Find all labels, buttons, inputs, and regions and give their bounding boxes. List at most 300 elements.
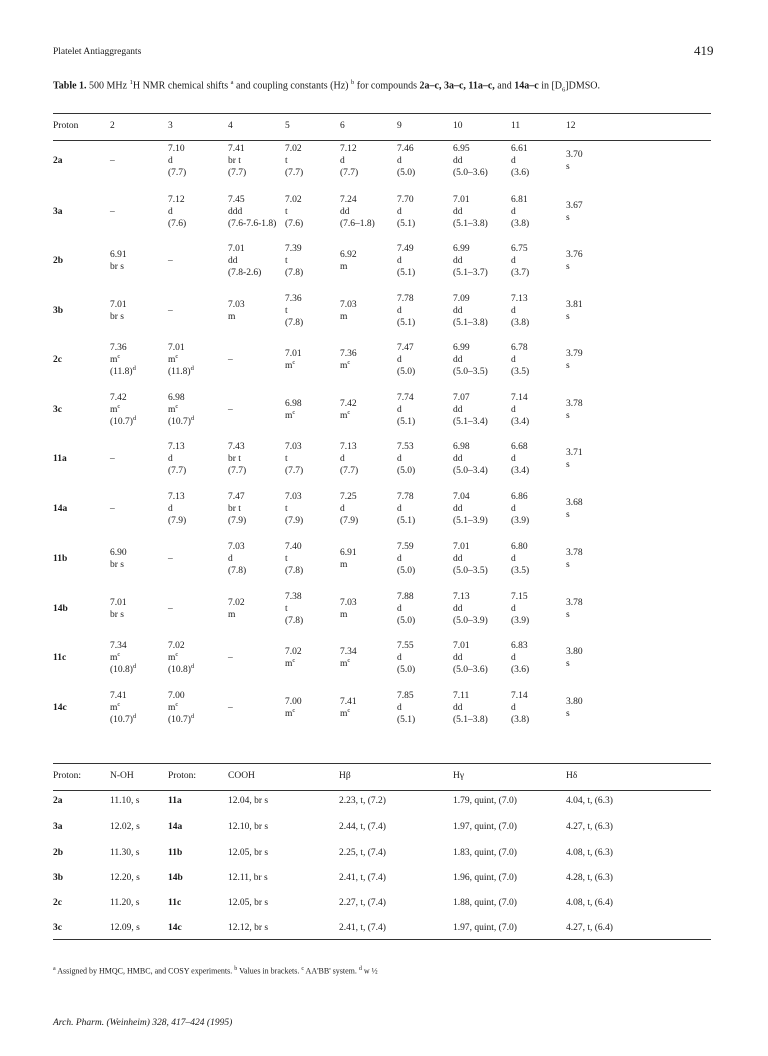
table-cell: 3.76 bbox=[566, 250, 583, 260]
table-cell: 7.55 bbox=[397, 641, 414, 651]
table-cell: d bbox=[397, 554, 402, 564]
row-label: 11b bbox=[168, 848, 183, 858]
table-cell: 6.91 bbox=[110, 250, 127, 260]
table-cell: d bbox=[168, 504, 173, 514]
table-cell: 3.79 bbox=[566, 349, 583, 359]
table-cell: (7.7) bbox=[168, 168, 187, 178]
table-cell: (7.6-7.6-1.8) bbox=[228, 219, 277, 229]
footnote-mark: d bbox=[358, 966, 362, 972]
table-cell: (7.8) bbox=[285, 566, 304, 576]
caption-text: H NMR chemical shifts bbox=[132, 80, 231, 92]
table-cell: 7.74 bbox=[397, 393, 414, 403]
table-cell: 7.01 bbox=[110, 598, 127, 608]
table-cell: (5.0) bbox=[397, 616, 416, 626]
table-cell: 3.68 bbox=[566, 498, 583, 508]
table-cell: d bbox=[511, 306, 516, 316]
table-cell: 3.78 bbox=[566, 598, 583, 608]
table-cell: 7.11 bbox=[453, 691, 470, 701]
row-label: 11c bbox=[168, 898, 182, 908]
row-label: 14b bbox=[53, 604, 68, 614]
table1-header-rule bbox=[53, 140, 711, 141]
table-cell: 1.79, quint, (7.0) bbox=[453, 796, 517, 806]
table-cell: 7.04 bbox=[453, 492, 470, 502]
table-cell: 3.81 bbox=[566, 300, 583, 310]
table-cell: (7.7) bbox=[168, 466, 187, 476]
table-cell: t bbox=[285, 604, 288, 614]
table-cell: 7.43 bbox=[228, 442, 245, 452]
table-cell: $(10.8)^d$ bbox=[168, 662, 195, 675]
table-cell: – bbox=[168, 554, 173, 564]
table-cell: s bbox=[566, 361, 570, 371]
table-cell: 4.27, t, (6.4) bbox=[566, 923, 613, 933]
table-cell: – bbox=[228, 653, 233, 663]
table-cell: 7.13 bbox=[168, 492, 185, 502]
table-cell: 6.61 bbox=[511, 144, 528, 154]
table-cell: m bbox=[228, 312, 236, 322]
table-cell: – bbox=[228, 355, 233, 365]
table-cell: dd bbox=[453, 454, 463, 464]
table-cell: 7.01 bbox=[453, 195, 470, 205]
table-cell: 7.07 bbox=[453, 393, 470, 403]
table-cell: d bbox=[340, 454, 345, 464]
table-cell: $(11.8)^d$ bbox=[168, 364, 194, 377]
table-cell: 12.04, br s bbox=[228, 796, 269, 806]
table-cell: (5.1) bbox=[397, 417, 416, 427]
table-cell: s bbox=[566, 610, 570, 620]
row-label: 2b bbox=[53, 848, 64, 858]
table-cell: 12.05, br s bbox=[228, 898, 269, 908]
table-cell: 7.36 bbox=[110, 343, 127, 353]
table-cell: 2.27, t, (7.4) bbox=[339, 898, 386, 908]
table-cell: $m^c$ bbox=[285, 656, 296, 669]
table-cell: s bbox=[566, 162, 570, 172]
table-cell: $m^c$ bbox=[285, 706, 296, 719]
table-cell: dd bbox=[453, 207, 463, 217]
table-cell: (7.9) bbox=[228, 516, 247, 526]
table-cell: 7.47 bbox=[397, 343, 414, 353]
table-cell: (5.0–3.9) bbox=[453, 616, 488, 626]
table-cell: 7.02 bbox=[285, 647, 302, 657]
column-header: Proton: bbox=[53, 771, 81, 781]
table-cell: (5.0–3.4) bbox=[453, 466, 488, 476]
table-cell: 7.03 bbox=[285, 442, 302, 452]
table-cell: (7.7) bbox=[285, 466, 304, 476]
table-cell: dd bbox=[340, 207, 350, 217]
footnote-mark: c bbox=[301, 966, 304, 972]
table-cell: (7.8) bbox=[285, 318, 304, 328]
table-cell: (5.1–3.8) bbox=[453, 715, 488, 725]
table-cell: 1.96, quint, (7.0) bbox=[453, 873, 517, 883]
table-cell: m bbox=[340, 262, 348, 272]
table-cell: 3.80 bbox=[566, 697, 583, 707]
table-cell: 11.30, s bbox=[110, 848, 140, 858]
table-cell: (5.0–3.5) bbox=[453, 566, 488, 576]
table-cell: s bbox=[566, 560, 570, 570]
table-cell: 7.12 bbox=[340, 144, 357, 154]
table-cell: (3.8) bbox=[511, 219, 530, 229]
table-cell: 1.83, quint, (7.0) bbox=[453, 848, 517, 858]
table-cell: d bbox=[340, 504, 345, 514]
table-cell: $m^c$ bbox=[340, 656, 351, 669]
table-cell: d bbox=[340, 156, 345, 166]
table-cell: s bbox=[566, 709, 570, 719]
table-cell: d bbox=[397, 355, 402, 365]
table-cell: $m^c$ bbox=[110, 402, 121, 415]
table-cell: 6.81 bbox=[511, 195, 528, 205]
table-cell: 6.98 bbox=[453, 442, 470, 452]
table-cell: 12.11, br s bbox=[228, 873, 268, 883]
table-cell: (3.4) bbox=[511, 417, 530, 427]
table-cell: $m^c$ bbox=[340, 358, 351, 371]
caption-text: and bbox=[494, 80, 515, 92]
table-cell: 7.01 bbox=[110, 300, 127, 310]
table-cell: (3.7) bbox=[511, 268, 530, 278]
column-header: Proton bbox=[53, 121, 79, 131]
table-cell: 11.20, s bbox=[110, 898, 140, 908]
caption-text: and coupling constants (Hz) bbox=[233, 80, 351, 92]
table-cell: 7.09 bbox=[453, 294, 470, 304]
table-cell: 7.42 bbox=[340, 399, 357, 409]
table-cell: d bbox=[511, 703, 516, 713]
table-cell: (7.8-2.6) bbox=[228, 268, 262, 278]
table-cell: 7.13 bbox=[168, 442, 185, 452]
table-cell: s bbox=[566, 262, 570, 272]
caption-subscript: 6 bbox=[562, 86, 566, 94]
table-cell: 7.42 bbox=[110, 393, 127, 403]
table-cell: 7.12 bbox=[168, 195, 185, 205]
caption-text: for compounds bbox=[354, 80, 420, 92]
table1-top-rule bbox=[53, 113, 711, 114]
table-cell: 7.00 bbox=[168, 691, 185, 701]
table-cell: 7.02 bbox=[285, 144, 302, 154]
table-cell: 12.02, s bbox=[110, 822, 140, 832]
table-cell: t bbox=[285, 504, 288, 514]
table-cell: 6.98 bbox=[168, 393, 185, 403]
table-cell: br t bbox=[228, 504, 241, 514]
table-cell: d bbox=[397, 306, 402, 316]
table-cell: (7.9) bbox=[285, 516, 304, 526]
row-label: 3b bbox=[53, 873, 64, 883]
table-cell: 7.01 bbox=[228, 244, 245, 254]
table-cell: 7.46 bbox=[397, 144, 414, 154]
footnote-text: Values in brackets. bbox=[237, 966, 302, 976]
table-cell: 6.78 bbox=[511, 343, 528, 353]
table-cell: 2.25, t, (7.4) bbox=[339, 848, 386, 858]
table-cell: 7.38 bbox=[285, 592, 302, 602]
table-cell: $m^c$ bbox=[168, 650, 179, 663]
column-header: 4 bbox=[228, 121, 233, 131]
table-cell: d bbox=[397, 653, 402, 663]
table-cell: t bbox=[285, 156, 288, 166]
table-cell: br t bbox=[228, 454, 241, 464]
table-cell: $m^c$ bbox=[110, 700, 121, 713]
journal-citation: Arch. Pharm. (Weinheim) 328, 417–424 (1995) bbox=[53, 1018, 233, 1028]
table-cell: 7.59 bbox=[397, 542, 414, 552]
table-cell: 7.45 bbox=[228, 195, 245, 205]
table-cell: 2.41, t, (7.4) bbox=[339, 873, 386, 883]
table-cell: $(10.7)^d$ bbox=[110, 712, 137, 725]
column-header: N-OH bbox=[110, 771, 134, 781]
table-caption bbox=[53, 79, 723, 93]
table-cell: dd bbox=[453, 306, 463, 316]
table-cell: 7.41 bbox=[340, 697, 357, 707]
table-cell: d bbox=[511, 355, 516, 365]
table-cell: d bbox=[511, 156, 516, 166]
table-cell: (7.8) bbox=[228, 566, 247, 576]
table-cell: (7.7) bbox=[285, 168, 304, 178]
table-cell: (5.1–3.7) bbox=[453, 268, 488, 278]
table-cell: dd bbox=[453, 554, 463, 564]
row-label: 2b bbox=[53, 256, 64, 266]
table-cell: d bbox=[397, 156, 402, 166]
row-label: 2c bbox=[53, 898, 62, 908]
table-cell: d bbox=[168, 454, 173, 464]
table-cell: (5.1) bbox=[397, 268, 416, 278]
table-cell: $m^c$ bbox=[340, 706, 351, 719]
table-cell: s bbox=[566, 312, 570, 322]
table-cell: s bbox=[566, 659, 570, 669]
table-cell: (3.8) bbox=[511, 318, 530, 328]
table-cell: d bbox=[511, 554, 516, 564]
table-cell: (7.9) bbox=[340, 516, 359, 526]
table-cell: 12.20, s bbox=[110, 873, 140, 883]
table-cell: d bbox=[397, 256, 402, 266]
table-cell: – bbox=[228, 703, 233, 713]
caption-text: in [D bbox=[538, 80, 563, 92]
table-cell: m bbox=[228, 610, 236, 620]
table-cell: (5.1–3.9) bbox=[453, 516, 488, 526]
table-cell: 2.41, t, (7.4) bbox=[339, 923, 386, 933]
table-cell: (5.0) bbox=[397, 367, 416, 377]
table-cell: 7.70 bbox=[397, 195, 414, 205]
table-cell: 1.97, quint, (7.0) bbox=[453, 923, 517, 933]
table2-top-rule bbox=[53, 763, 711, 764]
table-cell: – bbox=[110, 207, 115, 217]
table-cell: 7.41 bbox=[228, 144, 245, 154]
table-cell: 3.80 bbox=[566, 647, 583, 657]
table-cell: 7.00 bbox=[285, 697, 302, 707]
table-cell: dd bbox=[453, 156, 463, 166]
footnote-text: w ½ bbox=[361, 966, 378, 976]
table-cell: (3.9) bbox=[511, 616, 530, 626]
table-cell: $(10.7)^d$ bbox=[168, 712, 195, 725]
table-cell: (7.6) bbox=[285, 219, 304, 229]
table-cell: (7.6) bbox=[168, 219, 187, 229]
column-header: 11 bbox=[511, 121, 521, 131]
table-cell: s bbox=[566, 460, 570, 470]
table-cell: d bbox=[511, 256, 516, 266]
footnote-mark: a bbox=[53, 966, 56, 972]
table-cell: 11.10, s bbox=[110, 796, 140, 806]
table-cell: 7.36 bbox=[340, 349, 357, 359]
column-header: 10 bbox=[453, 121, 463, 131]
table-cell: s bbox=[566, 213, 570, 223]
table-cell: br s bbox=[110, 312, 124, 322]
table-cell: (5.0) bbox=[397, 665, 416, 675]
table-cell: 7.41 bbox=[110, 691, 127, 701]
caption-label: Table 1. bbox=[53, 80, 87, 92]
table-cell: 7.01 bbox=[285, 349, 302, 359]
row-label: 14c bbox=[168, 923, 182, 933]
table-cell: m bbox=[340, 312, 348, 322]
caption-compounds: 2a–c, 3a–c, 11a–c, bbox=[419, 80, 495, 92]
table-cell: $m^c$ bbox=[110, 352, 121, 365]
table-cell: 7.02 bbox=[168, 641, 185, 651]
table-cell: 6.83 bbox=[511, 641, 528, 651]
caption-compounds: 14a–c bbox=[514, 80, 539, 92]
table-cell: 7.13 bbox=[511, 294, 528, 304]
row-label: 14c bbox=[53, 703, 67, 713]
table-cell: 4.04, t, (6.3) bbox=[566, 796, 613, 806]
row-label: 11a bbox=[168, 796, 182, 806]
row-label: 3c bbox=[53, 405, 62, 415]
column-header: Proton: bbox=[168, 771, 196, 781]
table-cell: 2.44, t, (7.4) bbox=[339, 822, 386, 832]
table-footnotes bbox=[53, 966, 378, 976]
table-cell: $(10.8)^d$ bbox=[110, 662, 137, 675]
table-cell: (5.0) bbox=[397, 566, 416, 576]
table-cell: d bbox=[397, 405, 402, 415]
table-cell: d bbox=[511, 653, 516, 663]
table-cell: 7.01 bbox=[453, 641, 470, 651]
column-header: 6 bbox=[340, 121, 345, 131]
table-cell: 12.05, br s bbox=[228, 848, 269, 858]
table-cell: 7.78 bbox=[397, 492, 414, 502]
row-label: 2a bbox=[53, 156, 63, 166]
running-title: Platelet Antiaggregants bbox=[53, 47, 142, 57]
table-cell: 4.27, t, (6.3) bbox=[566, 822, 613, 832]
column-header: 5 bbox=[285, 121, 290, 131]
table-cell: 7.02 bbox=[285, 195, 302, 205]
table-cell: (5.0–3.6) bbox=[453, 168, 488, 178]
table-cell: d bbox=[397, 454, 402, 464]
table-cell: 7.39 bbox=[285, 244, 302, 254]
row-label: 14b bbox=[168, 873, 183, 883]
table-cell: d bbox=[168, 207, 173, 217]
table-cell: m bbox=[340, 560, 348, 570]
table-cell: br s bbox=[110, 560, 124, 570]
row-label: 3b bbox=[53, 306, 64, 316]
table-cell: 6.80 bbox=[511, 542, 528, 552]
table-cell: (7.8) bbox=[285, 616, 304, 626]
column-header: 3 bbox=[168, 121, 173, 131]
table-cell: 3.78 bbox=[566, 548, 583, 558]
row-label: 11c bbox=[53, 653, 67, 663]
table-cell: 7.25 bbox=[340, 492, 357, 502]
table-cell: dd bbox=[453, 653, 463, 663]
row-label: 11a bbox=[53, 454, 67, 464]
table-cell: – bbox=[110, 454, 115, 464]
table-cell: 6.75 bbox=[511, 244, 528, 254]
table-cell: m bbox=[340, 610, 348, 620]
table-cell: dd bbox=[453, 405, 463, 415]
row-label: 3a bbox=[53, 207, 63, 217]
table-cell: dd bbox=[453, 604, 463, 614]
table-cell: 7.49 bbox=[397, 244, 414, 254]
table-cell: 7.34 bbox=[340, 647, 357, 657]
table-cell: (7.8) bbox=[285, 268, 304, 278]
table-cell: 7.34 bbox=[110, 641, 127, 651]
table-cell: 6.99 bbox=[453, 244, 470, 254]
row-label: 14a bbox=[53, 504, 68, 514]
table-cell: (7.7) bbox=[228, 168, 247, 178]
table-cell: $m^c$ bbox=[110, 650, 121, 663]
table-cell: 6.90 bbox=[110, 548, 127, 558]
table-cell: 3.78 bbox=[566, 399, 583, 409]
table-cell: br s bbox=[110, 262, 124, 272]
table-cell: 7.03 bbox=[228, 300, 245, 310]
table-cell: (5.1–3.8) bbox=[453, 219, 488, 229]
row-label: 14a bbox=[168, 822, 183, 832]
table-cell: 6.68 bbox=[511, 442, 528, 452]
caption-footnote-mark: a bbox=[230, 79, 234, 86]
table-cell: 7.47 bbox=[228, 492, 245, 502]
row-label: 2a bbox=[53, 796, 63, 806]
table-cell: (7.9) bbox=[168, 516, 187, 526]
table-cell: 7.88 bbox=[397, 592, 414, 602]
table-cell: 7.13 bbox=[453, 592, 470, 602]
column-header: 9 bbox=[397, 121, 402, 131]
table-cell: 7.01 bbox=[453, 542, 470, 552]
table-cell: 7.03 bbox=[228, 542, 245, 552]
table-cell: 7.40 bbox=[285, 542, 302, 552]
table-cell: 7.53 bbox=[397, 442, 414, 452]
table-cell: $(11.8)^d$ bbox=[110, 364, 136, 377]
table-cell: t bbox=[285, 454, 288, 464]
table-cell: 6.98 bbox=[285, 399, 302, 409]
table-cell: d bbox=[511, 604, 516, 614]
table-cell: (3.5) bbox=[511, 566, 530, 576]
table-cell: d bbox=[397, 703, 402, 713]
table-cell: 7.24 bbox=[340, 195, 357, 205]
row-label: 3a bbox=[53, 822, 63, 832]
table-cell: $(10.7)^d$ bbox=[110, 414, 137, 427]
table-cell: (3.8) bbox=[511, 715, 530, 725]
table-cell: – bbox=[168, 306, 173, 316]
table-cell: 6.95 bbox=[453, 144, 470, 154]
table-cell: (3.6) bbox=[511, 168, 530, 178]
table-cell: (3.4) bbox=[511, 466, 530, 476]
table-cell: (7.6–1.8) bbox=[340, 219, 375, 229]
table-cell: – bbox=[110, 156, 115, 166]
table-cell: 7.03 bbox=[340, 598, 357, 608]
table-cell: 6.99 bbox=[453, 343, 470, 353]
table-cell: (7.7) bbox=[228, 466, 247, 476]
table-cell: (5.0–3.6) bbox=[453, 665, 488, 675]
table-cell: br t bbox=[228, 156, 241, 166]
table-cell: (5.0) bbox=[397, 168, 416, 178]
row-label: 3c bbox=[53, 923, 62, 933]
column-header: Hβ bbox=[339, 771, 351, 781]
row-label: 11b bbox=[53, 554, 68, 564]
table2-header-rule bbox=[53, 790, 711, 791]
table-cell: $m^c$ bbox=[340, 408, 351, 421]
table-cell: 1.97, quint, (7.0) bbox=[453, 822, 517, 832]
table-cell: 7.13 bbox=[340, 442, 357, 452]
table-cell: 6.86 bbox=[511, 492, 528, 502]
table-cell: dd bbox=[453, 355, 463, 365]
footnote-mark: b bbox=[234, 966, 238, 972]
table-cell: (5.1–3.4) bbox=[453, 417, 488, 427]
table-cell: – bbox=[110, 504, 115, 514]
table-cell: 4.28, t, (6.3) bbox=[566, 873, 613, 883]
table2-bottom-rule bbox=[53, 939, 711, 940]
table-cell: s bbox=[566, 411, 570, 421]
table-cell: 7.14 bbox=[511, 393, 528, 403]
table-cell: br s bbox=[110, 610, 124, 620]
table-cell: 12.12, br s bbox=[228, 923, 269, 933]
table-cell: (3.6) bbox=[511, 665, 530, 675]
